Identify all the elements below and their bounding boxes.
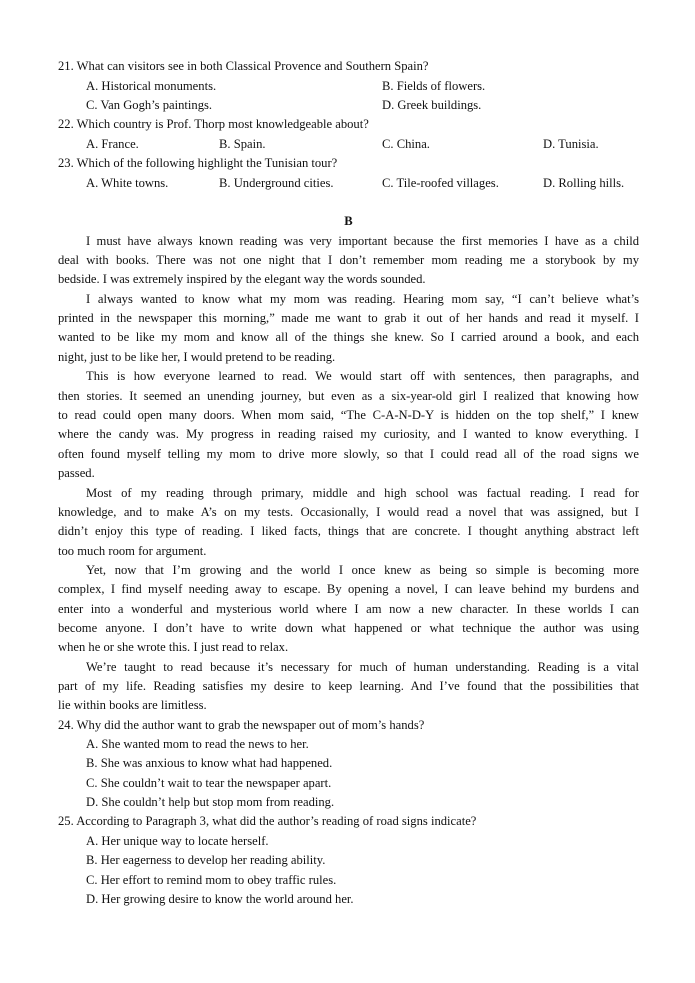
- passage-line: become anyone. I don’t have to write down what happened or what technique the author was using: [58, 621, 639, 635]
- passage-line: often found myself telling my mom to drive more slowly, so that I could read all of the road signs we: [58, 447, 639, 461]
- q21-option-c: C. Van Gogh’s paintings.: [86, 98, 213, 112]
- passage-line: bedside. I was extremely inspired by the elegant way the words sounded.: [58, 272, 426, 286]
- passage-line: wanted to be like my mom and know all of the things she knew. So I carried around a book, and each: [58, 330, 639, 344]
- passage-line: printed in the newspaper this morning,” made me want to grab it out of her hands and read it myself. I: [58, 311, 639, 325]
- question-25-stem: 25. According to Paragraph 3, what did the author’s reading of road signs indicate?: [58, 814, 477, 828]
- q25-option-d: D. Her growing desire to know the world around her.: [86, 892, 354, 906]
- passage-line: This is how everyone learned to read. We would start off with sentences, then paragraphs, and: [86, 369, 639, 383]
- passage-line: I must have always known reading was very important because the first memories I have as a child: [86, 234, 639, 248]
- q25-option-c: C. Her effort to remind mom to obey traffic rules.: [86, 873, 337, 887]
- question-22-stem: 22. Which country is Prof. Thorp most knowledgeable about?: [58, 117, 369, 131]
- q21-option-d: D. Greek buildings.: [382, 98, 482, 112]
- passage-line: passed.: [58, 466, 95, 480]
- passage-line: I always wanted to know what my mom was reading. Hearing mom say, “I can’t believe what’s: [86, 292, 639, 306]
- q25-option-b: B. Her eagerness to develop her reading ability.: [86, 853, 326, 867]
- q24-option-a: A. She wanted mom to read the news to her.: [86, 737, 309, 751]
- q23-option-b: B. Underground cities.: [219, 176, 334, 190]
- q21-option-b: B. Fields of flowers.: [382, 79, 486, 93]
- passage-line: too much room for argument.: [58, 544, 207, 558]
- passage-line: when he or she wrote this. I just read to relax.: [58, 640, 289, 654]
- passage-line: Most of my reading through primary, middle and high school was factual reading. I read for: [86, 486, 639, 500]
- passage-line: night, just to be like her, I would pretend to be reading.: [58, 350, 336, 364]
- q22-option-b: B. Spain.: [219, 137, 266, 151]
- q22-option-c: C. China.: [382, 137, 430, 151]
- question-21-stem: 21. What can visitors see in both Classical Provence and Southern Spain?: [58, 59, 429, 73]
- passage-line: where the candy was. My progress in reading raised my curiosity, and I wanted to know everything. I: [58, 427, 639, 441]
- q23-option-a: A. White towns.: [86, 176, 169, 190]
- passage-line: enter into a wonderful and mysterious world where I am now a new character. In these worlds I can: [58, 602, 639, 616]
- passage-line: to read could open many doors. When mom said, “The C-A-N-D-Y is hidden on the top shelf,” I knew: [58, 408, 639, 422]
- q22-option-a: A. France.: [86, 137, 139, 151]
- q22-option-d: D. Tunisia.: [543, 137, 599, 151]
- passage-line: lie within books are limitless.: [58, 698, 207, 712]
- passage-line: then stories. It seemed an unending journey, but even as a six-year-old girl I realized that knowing how: [58, 389, 639, 403]
- q24-option-d: D. She couldn’t help but stop mom from reading.: [86, 795, 335, 809]
- q23-option-d: D. Rolling hills.: [543, 176, 625, 190]
- passage-line: didn’t enjoy this type of reading. I liked facts, things that are concrete. I thought anything abstract left: [58, 524, 639, 538]
- passage-line: Yet, now that I’m growing and the world I once knew as being so simple is becoming more: [86, 563, 639, 577]
- q25-option-a: A. Her unique way to locate herself.: [86, 834, 269, 848]
- passage-line: deal with books. There was not one night that I don’t remember mom reading me a storybook by my: [58, 253, 639, 267]
- passage-line: We’re taught to read because it’s necessary for much of human understanding. Reading is a vital: [86, 660, 639, 674]
- q24-option-b: B. She was anxious to know what had happened.: [86, 756, 333, 770]
- passage-line: knowledge, and to make A’s on my tests. Occasionally, I would read a novel that was assigned, but I: [58, 505, 639, 519]
- q24-option-c: C. She couldn’t wait to tear the newspaper apart.: [86, 776, 332, 790]
- passage-line: part of my life. Reading satisfies my desire to keep learning. And I’ve found that the possibilities that: [58, 679, 639, 693]
- question-24-stem: 24. Why did the author want to grab the newspaper out of mom’s hands?: [58, 718, 425, 732]
- q21-option-a: A. Historical monuments.: [86, 79, 217, 93]
- q23-option-c: C. Tile-roofed villages.: [382, 176, 499, 190]
- question-23-stem: 23. Which of the following highlight the Tunisian tour?: [58, 156, 338, 170]
- passage-line: complex, I find myself needing away to escape. By opening a novel, I can leave behind my burdens and: [58, 582, 639, 596]
- section-heading: B: [344, 214, 353, 228]
